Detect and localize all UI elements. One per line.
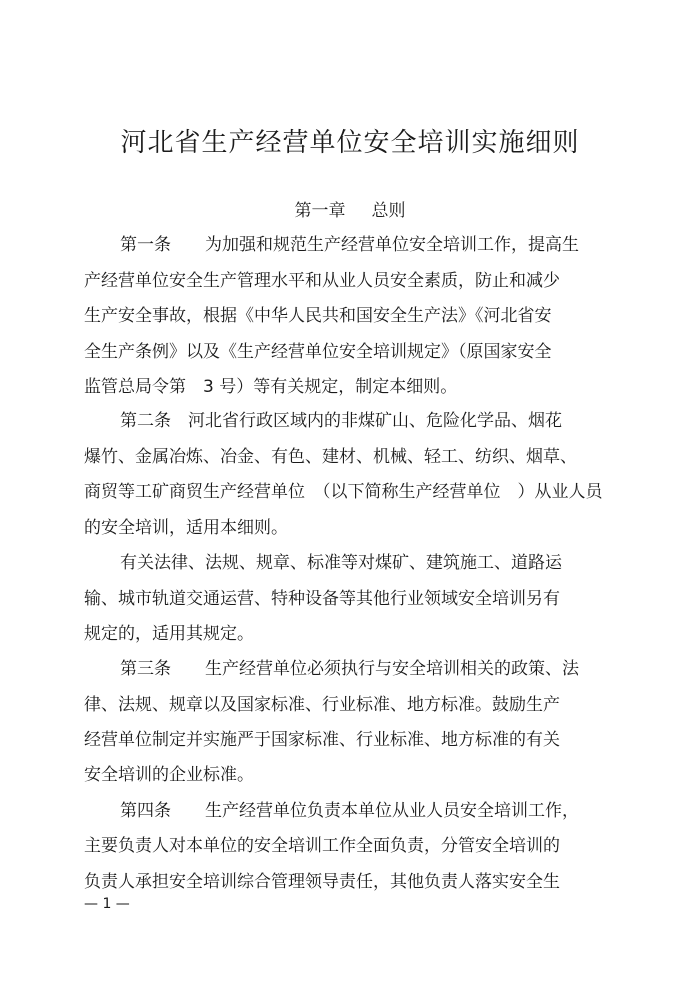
body-line: 产经营单位安全生产管理水平和从业人员安全素质，防止和减少 [84, 271, 560, 291]
body-line: 负责人承担安全培训综合管理领导责任，其他负责人落实安全生 [84, 872, 560, 892]
body-line: 规定的，适用其规定。 [84, 624, 254, 644]
body-line: 全生产条例》以及《生产经营单位安全培训规定》（原国家安全 [84, 342, 552, 362]
body-line: 第一条 为加强和规范生产经营单位安全培训工作，提高生 [120, 235, 579, 255]
page-number: — 1 — [84, 896, 130, 912]
body-line: 第四条 生产经营单位负责本单位从业人员安全培训工作， [120, 801, 579, 821]
body-line: 输、城市轨道交通运营、特种设备等其他行业领域安全培训另有 [84, 589, 560, 609]
body-line: 经营单位制定并实施严于国家标准、行业标准、地方标准的有关 [84, 730, 560, 750]
body-line: 有关法律、法规、规章、标准等对煤矿、建筑施工、道路运 [120, 553, 562, 573]
body-line: 商贸等工矿商贸生产经营单位 （以下简称生产经营单位 ）从业人员 [84, 482, 603, 502]
body-line: 安全培训的企业标准。 [84, 765, 254, 785]
document-title: 河北省生产经营单位安全培训实施细则 [120, 128, 580, 158]
body-line: 律、法规、规章以及国家标准、行业标准、地方标准。鼓励生产 [84, 695, 560, 715]
chapter-number: 第一章 [294, 201, 346, 221]
chapter-name: 总则 [371, 201, 406, 221]
body-line: 的安全培训，适用本细则。 [84, 518, 288, 538]
body-line: 生产安全事故，根据《中华人民共和国安全生产法》《河北省安 [84, 306, 552, 326]
body-line: 第二条 河北省行政区域内的非煤矿山、危险化学品、烟花 [120, 411, 562, 431]
body-line: 主要负责人对本单位的安全培训工作全面负责，分管安全培训的 [84, 836, 560, 856]
chapter-heading [0, 196, 700, 221]
body-line: 爆竹、金属冶炼、冶金、有色、建材、机械、轻工、纺织、烟草、 [84, 447, 577, 467]
body-line: 监管总局令第 3 号）等有关规定，制定本细则。 [84, 377, 458, 397]
body-line: 第三条 生产经营单位必须执行与安全培训相关的政策、法 [120, 659, 579, 679]
